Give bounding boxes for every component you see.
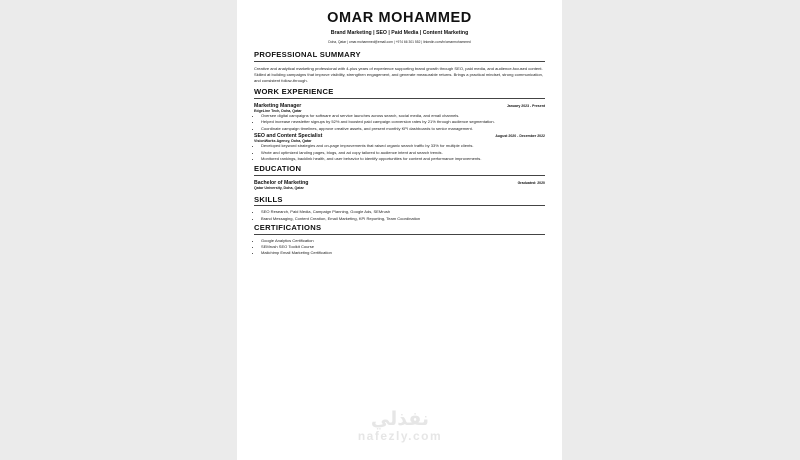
job-entry: [254, 133, 545, 162]
certification-item: • Mailchimp Email Marketing Certification: [261, 250, 545, 256]
job-bullet: • Oversee digital campaigns for software and service launches across search, social media, and email channels.: [261, 113, 545, 119]
education-degree: Bachelor of Marketing: [254, 179, 309, 186]
education-heading: EDUCATION: [254, 164, 545, 176]
education-entry: [254, 180, 545, 190]
job-bullet: • Helped increase newsletter signups by 52% and boosted paid campaign conversion rates by 21% through audience segmentation.: [261, 119, 545, 125]
resume-contact: Doha, Qatar | omar.mohammed@email.com | +974 66 301 552 | linkedin.com/in/omarmohammed: [328, 40, 471, 44]
job-bullet: • Wrote and optimized landing pages, blogs, and ad copy tailored to audience intent and search trends.: [261, 150, 545, 156]
education-school: Qatar University, Doha, Qatar: [254, 185, 304, 190]
certification-item: • Google Analytics Certification: [261, 238, 545, 244]
resume-page: [237, 0, 562, 460]
skills-heading: SKILLS: [254, 195, 545, 207]
skills-item: • Brand Messaging, Content Creation, Email Marketing, KPI Reporting, Team Coordination: [261, 216, 545, 222]
summary-text: Creative and analytical marketing professional with 4-plus years of experience supporting brand growth through SEO, paid media, and audience-focused content. Skilled at building campaigns that improve visibility, strengthen engagement, and generate measurable returns. Brings a practical mindset, strong communication, and consistent follow-through.: [254, 65, 543, 84]
job-bullet: • Developed keyword strategies and on-page improvements that raised organic search traffic by 33% for multiple clients.: [261, 143, 545, 149]
job-bullet: • Monitored rankings, backlink health, and user behavior to identify opportunities for content and performance improvements.: [261, 156, 545, 162]
job-dates: August 2020 - December 2022: [495, 134, 545, 139]
watermark-arabic: نفذلي: [370, 408, 430, 430]
summary-heading: PROFESSIONAL SUMMARY: [254, 50, 545, 62]
certifications-heading: CERTIFICATIONS: [254, 223, 545, 235]
certification-item: • SEMrush SEO Toolkit Course: [261, 244, 545, 250]
education-date: Graduated: 2020: [517, 180, 545, 185]
job-title: SEO and Content Specialist: [254, 133, 323, 140]
job-title: Marketing Manager: [254, 102, 302, 109]
job-company: EdgeLine Tech, Doha, Qatar: [254, 108, 302, 113]
job-bullets: [254, 113, 545, 132]
experience-heading: WORK EXPERIENCE: [254, 87, 545, 99]
certifications-list: [254, 238, 545, 257]
resume-name: OMAR MOHAMMED: [327, 10, 472, 26]
skills-item: • SEO Research, Paid Media, Campaign Planning, Google Ads, SEMrush: [261, 209, 545, 215]
watermark-latin: nafezly.com: [357, 429, 443, 443]
job-company: VisionWorks Agency, Doha, Qatar: [254, 139, 312, 144]
skills-list: [254, 209, 545, 222]
job-dates: January 2023 - Present: [506, 103, 545, 108]
resume-roles: Brand Marketing | SEO | Paid Media | Content Marketing: [330, 30, 469, 36]
job-bullet: • Coordinate campaign timelines, approve creative assets, and present monthly KPI dashboards to senior management.: [261, 126, 545, 132]
job-entry: [254, 103, 545, 132]
job-bullets: [254, 143, 545, 162]
